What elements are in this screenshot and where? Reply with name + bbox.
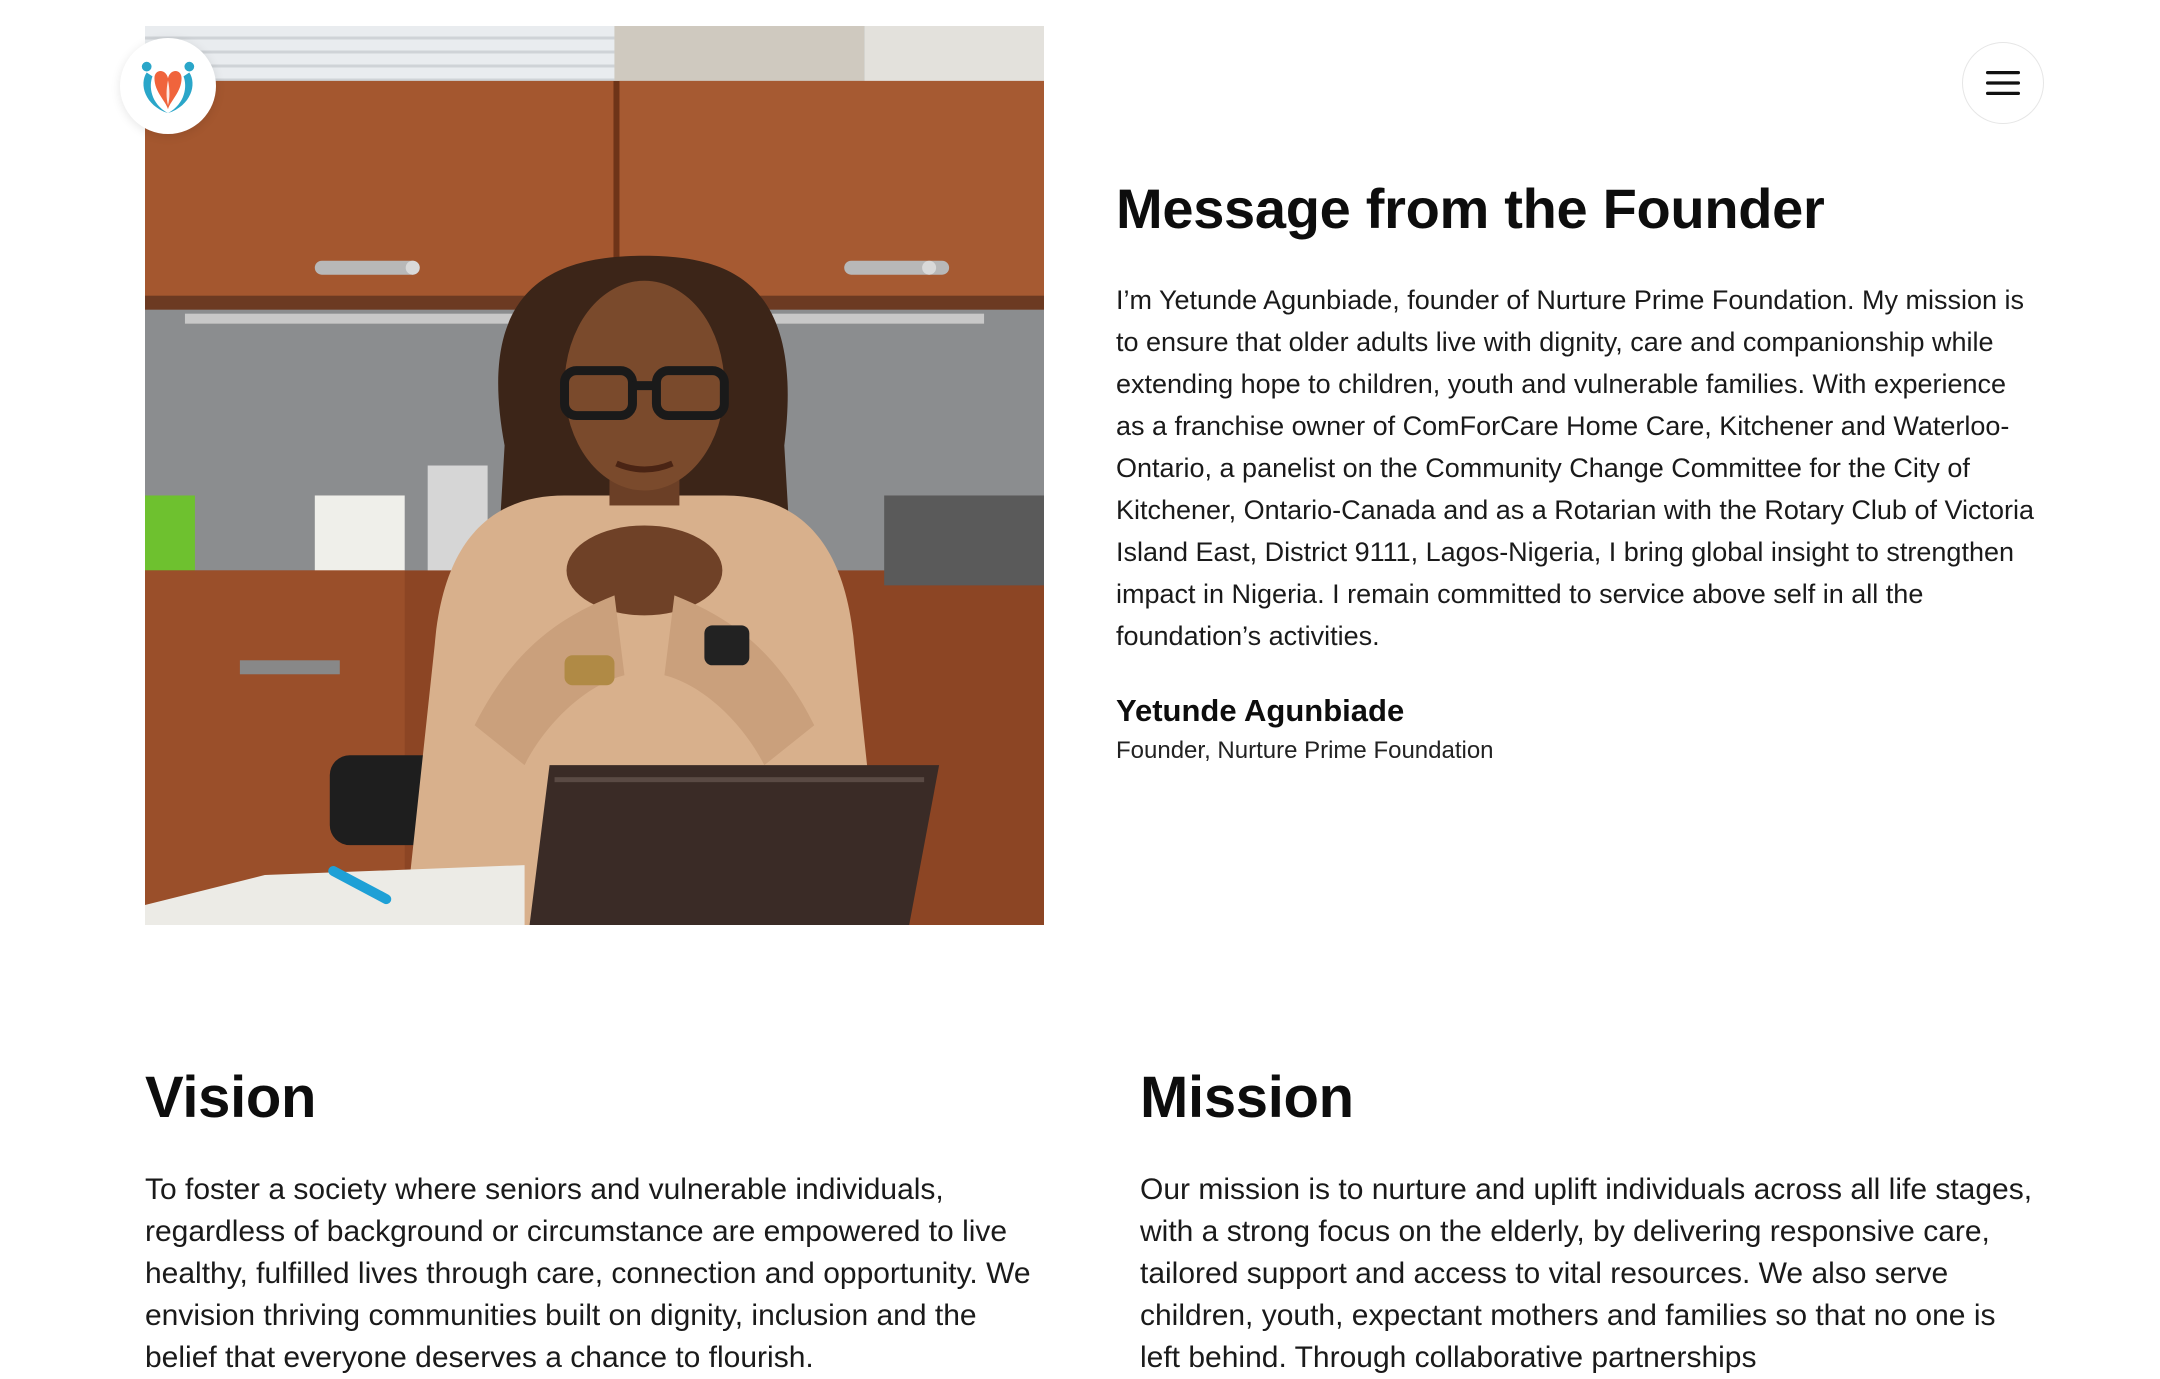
founder-message-text: I’m Yetunde Agunbiade, founder of Nurture Prime Foundation. My mission is to ensure that older adults live with dignity, care and companionship while extending hope to children, youth and vulnerable families. With experience as a franchise owner of ComForCare Home Care, Kitchener and Waterloo-Ontario, a panelist on the Community Change Committee for the City of Kitchener, Ontario-Canada and as a Rotarian with the Rotary Club of Victoria Island East, District 9111, Lagos-Nigeria, I bring global insight to strengthen impact in Nigeria. I remain committed to service above self in all the foundation’s activities. bbox=[1116, 285, 2034, 651]
vision-text: To foster a society where seniors and vulnerable individuals, regardless of background or circumstance are empowered to live healthy, fulfilled lives through care, connection and opportunity. We envision thriving communities built on dignity, inclusion and the belief that everyone deserves a chance to flourish. bbox=[145, 1173, 1031, 1374]
founder-name: Yetunde Agunbiade bbox=[1116, 693, 1405, 728]
menu-button[interactable] bbox=[1962, 42, 2044, 124]
founder-message-section bbox=[1116, 176, 2036, 765]
mission-section bbox=[1140, 1064, 2040, 1379]
logo[interactable] bbox=[120, 38, 216, 134]
mission-title: Mission bbox=[1140, 1065, 1354, 1130]
founder-photo bbox=[145, 26, 1044, 925]
vision-section bbox=[145, 1064, 1045, 1379]
hamburger-menu-icon bbox=[1986, 69, 2020, 97]
founder-portrait-image bbox=[145, 26, 1044, 925]
founder-section-title: Message from the Founder bbox=[1116, 177, 1825, 240]
mission-text: Our mission is to nurture and uplift individuals across all life stages, with a strong focus on the elderly, by delivering responsive care, tailored support and access to vital resources. We also serve children, youth, expectant mothers and families so that no one is left behind. Through collaborative partnerships bbox=[1140, 1173, 2033, 1374]
vision-title: Vision bbox=[145, 1065, 317, 1130]
founder-role: Founder, Nurture Prime Foundation bbox=[1116, 737, 1494, 764]
heart-people-logo-icon bbox=[137, 55, 199, 117]
